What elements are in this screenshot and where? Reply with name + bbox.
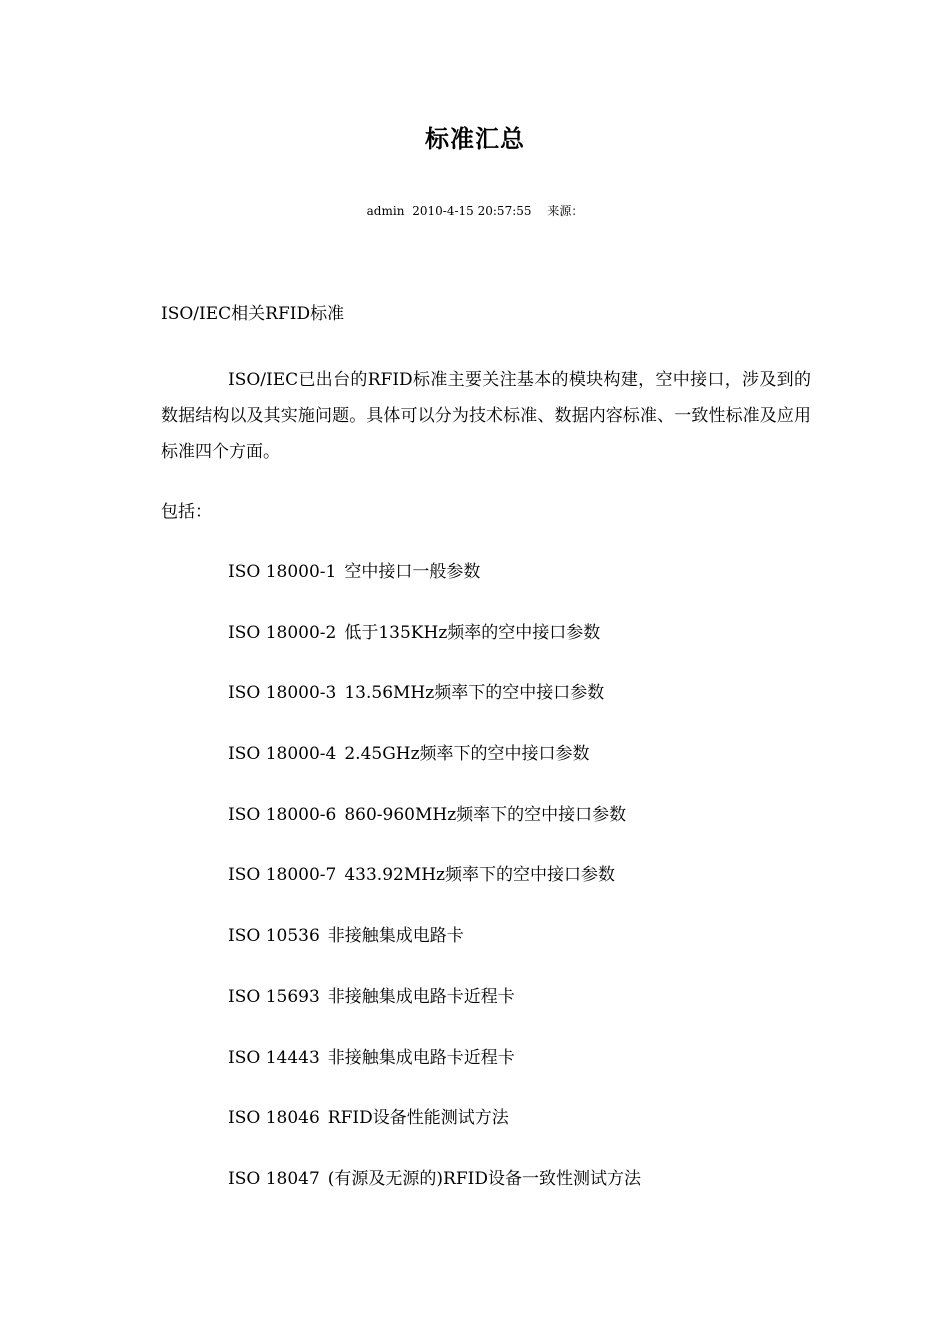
list-item bbox=[228, 924, 641, 985]
list-item bbox=[228, 803, 641, 864]
standard-code: ISO 18000-6 bbox=[228, 804, 337, 825]
standard-desc: 非接触集成电路卡近程卡 bbox=[327, 1047, 515, 1068]
section-heading: ISO/IEC相关RFID标准 bbox=[161, 304, 345, 324]
standard-code: ISO 10536 bbox=[228, 926, 320, 947]
standard-desc: 2.45GHz频率下的空中接口参数 bbox=[344, 744, 590, 765]
standard-desc: 非接触集成电路卡近程卡 bbox=[327, 986, 515, 1007]
list-item bbox=[228, 742, 641, 803]
standard-code: ISO 18000-3 bbox=[228, 683, 337, 704]
list-item bbox=[228, 863, 641, 924]
page-title: 标准汇总 bbox=[425, 125, 525, 153]
standard-desc: 13.56MHz频率下的空中接口参数 bbox=[344, 683, 605, 704]
standard-desc: 433.92MHz频率下的空中接口参数 bbox=[344, 865, 616, 886]
intro-paragraph: ISO/IEC已出台的RFID标准主要关注基本的模块构建，空中接口，涉及到的数据结构以及其实施问题。具体可以分为技术标准、数据内容标准、一致性标准及应用标准四个方面。 bbox=[161, 370, 811, 462]
article-meta bbox=[0, 202, 950, 220]
standards-list bbox=[228, 560, 641, 1228]
meta-author: admin bbox=[366, 204, 405, 218]
standard-code: ISO 14443 bbox=[228, 1047, 320, 1068]
standard-desc: RFID设备性能测试方法 bbox=[327, 1108, 509, 1129]
includes-label: 包括： bbox=[161, 502, 212, 522]
standard-code: ISO 18000-7 bbox=[228, 865, 337, 886]
standard-desc: 860-960MHz频率下的空中接口参数 bbox=[344, 804, 627, 825]
standard-desc: 非接触集成电路卡 bbox=[327, 926, 464, 947]
list-item bbox=[228, 621, 641, 682]
standard-code: ISO 18000-1 bbox=[228, 562, 337, 582]
list-item bbox=[228, 681, 641, 742]
list-item bbox=[228, 1106, 641, 1167]
standard-desc: (有源及无源的)RFID设备一致性测试方法 bbox=[327, 1168, 642, 1189]
standard-desc: 低于135KHz频率的空中接口参数 bbox=[344, 622, 601, 643]
list-item bbox=[228, 1046, 641, 1107]
list-item bbox=[228, 985, 641, 1046]
standard-code: ISO 18000-2 bbox=[228, 622, 337, 643]
standard-code: ISO 15693 bbox=[228, 986, 320, 1007]
standard-code: ISO 18046 bbox=[228, 1108, 320, 1129]
standard-code: ISO 18047 bbox=[228, 1168, 320, 1189]
standard-desc: 空中接口一般参数 bbox=[344, 562, 481, 582]
standard-code: ISO 18000-4 bbox=[228, 744, 337, 765]
list-item bbox=[228, 560, 641, 621]
meta-datetime: 2010-4-15 20:57:55 bbox=[412, 204, 532, 218]
meta-source-label: 来源： bbox=[547, 204, 584, 218]
list-item bbox=[228, 1167, 641, 1228]
